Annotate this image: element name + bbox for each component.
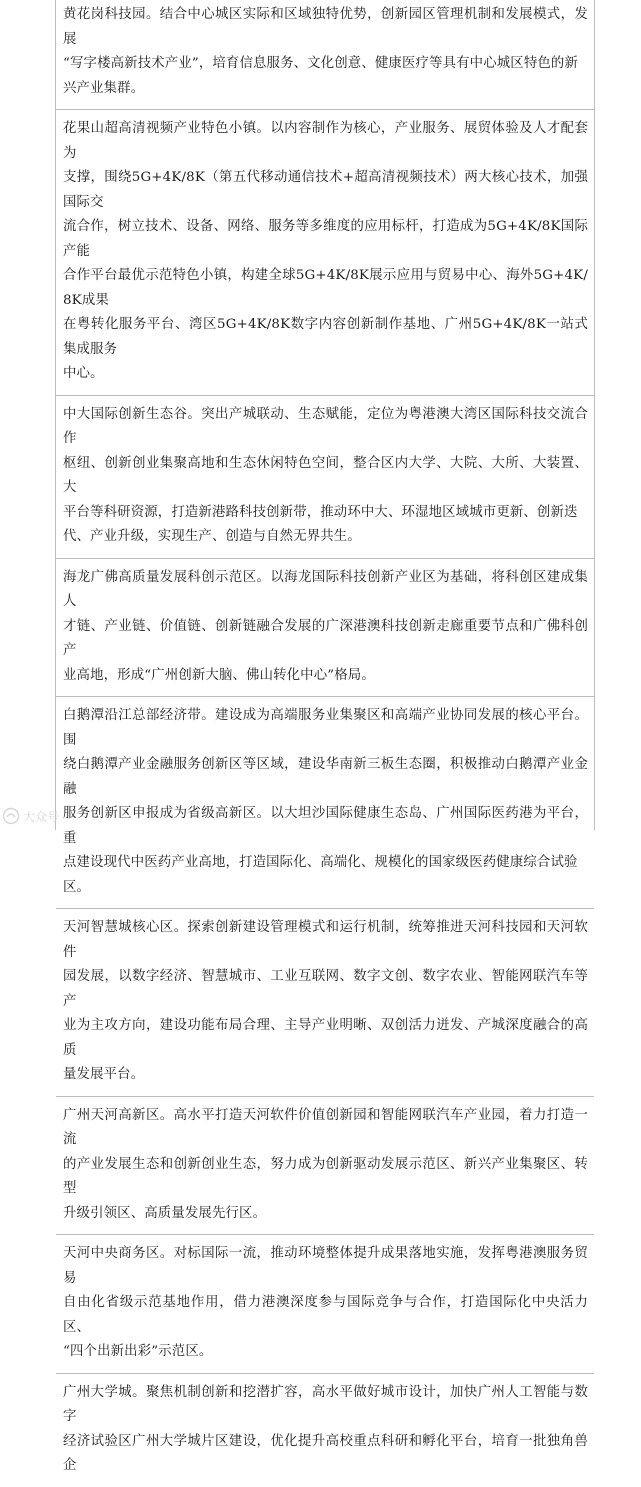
- paragraph-huanghuagang: 黄花岗科技园。结合中心城区实际和区域独特优势，创新园区管理机制和发展模式，发展 “写字楼高新技术产业”，培育信息服务、文化创意、健康医疗等具有中心城区特色的新 兴产业集群。: [63, 7, 588, 96]
- table-row: [56, 396, 594, 559]
- paragraph-tianhe-hightech: 广州天河高新区。高水平打造天河软件价值创新园和智能网联汽车产业园，着力打造一流 的产业发展生态和创新创业生态，努力成为创新驱动发展示范区、新兴产业集聚区、转型 升级引领区、高质量发展先行区。: [63, 1107, 588, 1221]
- watermark: [2, 805, 59, 827]
- watermark-text: 大众号: [23, 809, 60, 824]
- table-row: [56, 0, 594, 110]
- table-row: [56, 697, 594, 909]
- paragraph-hailong: 海龙广佛高质量发展科创示范区。以海龙国际科技创新产业区为基础，将科创区建成集人 才链、产业链、价值链、创新链融合发展的广深港澳科技创新走廊重要节点和广佛科创产 业高地，形成“广州创新大脑、佛山转化中心”格局。: [63, 569, 588, 683]
- paragraph-huaguoshan: 花果山超高清视频产业特色小镇。以内容制作为核心，产业服务、展贸体验及人才配套为 支撑，围绕5G+4K/8K（第五代移动通信技术+超高清视频技术）两大核心技术，加强国际交 流合作，树立技术、设备、网络、服务等多维度的应用标杆，打造成为5G+4K/8K国际产能 合作平台最优示范特色小镇，构建全球5G+4K/8K展示应用与贸易中心、海外5G+4K/8K成果 在粤转化服务平台、湾区5G+4K/8K数字内容创新制作基地、广州5G+4K/8K一站式集成服务 中心。: [63, 121, 588, 381]
- table-row: [56, 110, 594, 396]
- paragraph-baietan: 白鹅潭沿江总部经济带。建设成为高端服务业集聚区和高端产业协同发展的核心平台。围 绕白鹅潭产业金融服务创新区等区域，建设华南新三板生态圈，积极推动白鹅潭产业金融 服务创新区申报成为省级高新区。以大坦沙国际健康生态岛、广州国际医药港为平台，重 点建设现代中医药产业高地，打造国际化、高端化、规模化的国家级医药健康综合试验 区。: [63, 708, 588, 895]
- table-row: [56, 1374, 594, 1487]
- table-row: [56, 559, 594, 698]
- paragraph-zhongda: 中大国际创新生态谷。突出产城联动、生态赋能，定位为粤港澳大湾区国际科技交流合作 枢纽、创新创业集聚高地和生态休闲特色空间，整合区内大学、大院、大所、大装置、大 平台等科研资源，打造新港路科技创新带，推动环中大、环湿地区域城市更新、创新迭 代、产业升级，实现生产、创造与自然无界共生。: [63, 406, 588, 544]
- paragraph-university-town: 广州大学城。聚焦机制创新和挖潜扩容，高水平做好城市设计，加快广州人工智能与数字 经济试验区广州大学城片区建设，优化提升高校重点科研和孵化平台，培育一批独角兽企: [63, 1384, 588, 1473]
- table-row: [56, 909, 594, 1097]
- table-row: [56, 1235, 594, 1374]
- paragraph-tianhe-cbd: 天河中央商务区。对标国际一流，推动环境整体提升成果落地实施，发挥粤港澳服务贸易 自由化省级示范基地作用，借力港澳深度参与国际竞争与合作，打造国际化中央活力区、 “四个出新出彩”示范区。: [63, 1246, 588, 1359]
- paragraph-tianhe-smart-city: 天河智慧城核心区。探索创新建设管理模式和运行机制，统筹推进天河科技园和天河软件 园发展，以数字经济、智慧城市、工业互联网、数字文创、数字农业、智能网联汽车等产 业为主攻方向，建设功能布局合理、主导产业明晰、双创活力迸发、产城深度融合的高质 量发展平台。: [63, 920, 588, 1082]
- table-row: [56, 1097, 594, 1236]
- watermark-logo-icon: [2, 807, 20, 825]
- policy-document-table: [55, 0, 595, 1473]
